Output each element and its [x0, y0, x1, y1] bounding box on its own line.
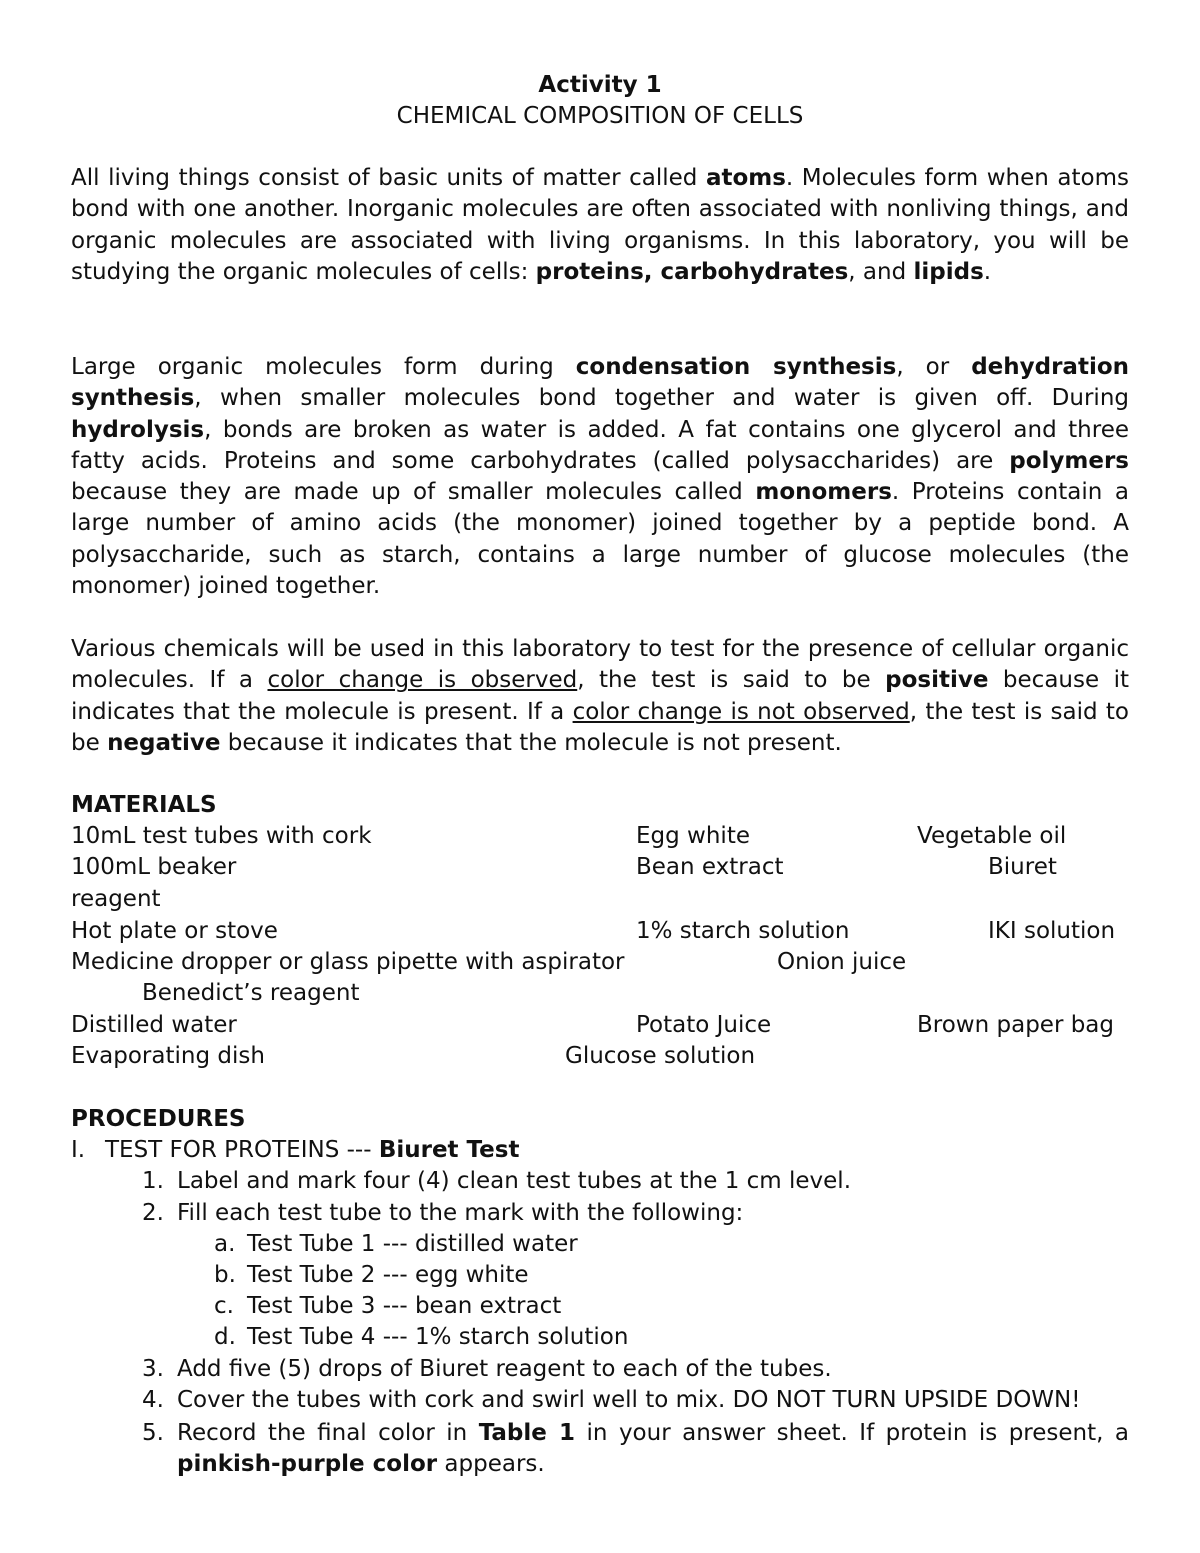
material-item: Hot plate or stove — [71, 918, 278, 944]
section-title-text: TEST FOR PROTEINS --- — [105, 1137, 379, 1163]
step-number: 5. — [142, 1420, 164, 1446]
step-text: Label and mark four (4) clean test tubes at the 1 cm level. — [177, 1168, 852, 1194]
material-item: Potato Juice — [636, 1012, 772, 1038]
intro-paragraph — [71, 163, 1129, 288]
substep-text: Test Tube 2 --- egg white — [247, 1262, 529, 1288]
para1-bold-proteins-carbs: proteins, carbohydrates — [535, 258, 849, 285]
para3-text-3: because it indicates that the molecule is present. If a — [71, 667, 1130, 725]
material-item: 10mL test tubes with cork — [71, 823, 372, 849]
material-item: Glucose solution — [565, 1043, 756, 1069]
para2-text-5: because they are made up of smaller molecules called — [71, 479, 756, 506]
step-text — [177, 1418, 1129, 1481]
step5-text-1: Record the final color in — [177, 1420, 479, 1446]
para3-text-4: , the test is said to be — [71, 698, 1129, 756]
section-title — [105, 1135, 519, 1166]
para2-bold-monomers: monomers — [755, 479, 892, 506]
step5-text-2: in your answer sheet. If protein is present, a — [575, 1420, 1130, 1446]
step5-bold-color: pinkish-purple color — [177, 1451, 438, 1478]
step5-text-3: appears. — [437, 1451, 545, 1478]
substep-text: Test Tube 3 --- bean extract — [247, 1293, 562, 1319]
substep-letter: d. — [214, 1324, 236, 1350]
para2-text-4: , bonds are broken as water is added. A fat contains one glycerol and three fatty acids. Proteins and some carbohydrates (called polysaccharides) are — [71, 416, 1129, 474]
para2-bold-hydrolysis: hydrolysis — [71, 416, 205, 443]
para2-bold-condensation: condensation synthesis — [575, 354, 897, 380]
material-item: Medicine dropper or glass pipette with aspirator — [71, 949, 625, 975]
material-item: Biuret — [988, 854, 1057, 880]
step5-bold-table: Table 1 — [478, 1420, 576, 1446]
para2-text-6: . Proteins contain a large number of amino acids (the monomer) joined together by a peptide bond. A polysaccharide, such as starch, contains a large number of glucose molecules (the monomer) joined together. — [71, 479, 1129, 600]
substep-text: Test Tube 4 --- 1% starch solution — [247, 1324, 629, 1350]
section-number: I. — [71, 1137, 86, 1163]
step-text: Fill each test tube to the mark with the following: — [177, 1200, 744, 1226]
section-title-bold: Biuret Test — [378, 1137, 520, 1163]
activity-subtitle: CHEMICAL COMPOSITION OF CELLS — [396, 103, 804, 129]
para1-text-1: All living things consist of basic units of matter called — [71, 165, 706, 191]
para3-bold-negative: negative — [107, 729, 221, 756]
para2-text-2: , or — [896, 354, 972, 380]
para1-text-4: . — [983, 258, 992, 285]
step-number: 1. — [142, 1168, 164, 1194]
substep-letter: c. — [214, 1293, 234, 1319]
material-item: Bean extract — [636, 854, 784, 880]
para3-text-5: because it indicates that the molecule is not present. — [220, 729, 842, 756]
step-text: Add five (5) drops of Biuret reagent to each of the tubes. — [177, 1356, 832, 1382]
material-item: IKI solution — [988, 918, 1116, 944]
materials-heading: MATERIALS — [71, 792, 217, 818]
material-item: Evaporating dish — [71, 1043, 265, 1069]
substep-text: Test Tube 1 --- distilled water — [247, 1231, 578, 1257]
material-item: Onion juice — [777, 949, 907, 975]
para1-bold-atoms: atoms — [705, 165, 786, 191]
material-item: Brown paper bag — [917, 1012, 1115, 1038]
material-item: Benedict’s reagent — [142, 980, 360, 1006]
substep-letter: a. — [214, 1231, 236, 1257]
procedures-heading: PROCEDURES — [71, 1106, 246, 1132]
tests-paragraph — [71, 634, 1129, 759]
para2-text-1: Large organic molecules form during — [71, 354, 576, 380]
material-item: reagent — [71, 886, 161, 912]
material-item: Vegetable oil — [917, 823, 1067, 849]
para1-text-2: . Molecules form when atoms bond with one another. Inorganic molecules are often associated with nonliving things, and organic molecules are associated with living organisms. In this laboratory, you will be studying the organic molecules of cells: — [71, 165, 1130, 285]
para3-text-1: Various chemicals will be used in this laboratory to test for the presence of cellular organic molecules. If a — [71, 636, 1129, 694]
step-text: Cover the tubes with cork and swirl well to mix. DO NOT TURN UPSIDE DOWN! — [177, 1387, 1081, 1413]
step-number: 4. — [142, 1387, 164, 1413]
activity-title: Activity 1 — [538, 72, 662, 98]
material-item: 1% starch solution — [636, 918, 850, 944]
para2-bold-polymers: polymers — [1009, 447, 1129, 474]
para3-bold-positive: positive — [885, 667, 989, 694]
substep-letter: b. — [214, 1262, 236, 1288]
para3-underline-observed: color change is observed — [267, 667, 578, 694]
synthesis-paragraph — [71, 352, 1129, 602]
material-item: 100mL beaker — [71, 854, 237, 880]
para1-bold-lipids: lipids — [913, 258, 984, 285]
para2-text-3: , when smaller molecules bond together and water is given off. During — [194, 385, 1129, 412]
material-item: Distilled water — [71, 1012, 237, 1038]
para3-text-2: , the test is said to be — [577, 667, 886, 694]
para3-underline-not-observed: color change is not observed — [572, 698, 910, 725]
para2-bold-dehydration: dehydration synthesis — [71, 354, 1129, 412]
para1-text-3: , and — [848, 258, 914, 285]
step-number: 3. — [142, 1356, 164, 1382]
step-number: 2. — [142, 1200, 164, 1226]
material-item: Egg white — [636, 823, 750, 849]
